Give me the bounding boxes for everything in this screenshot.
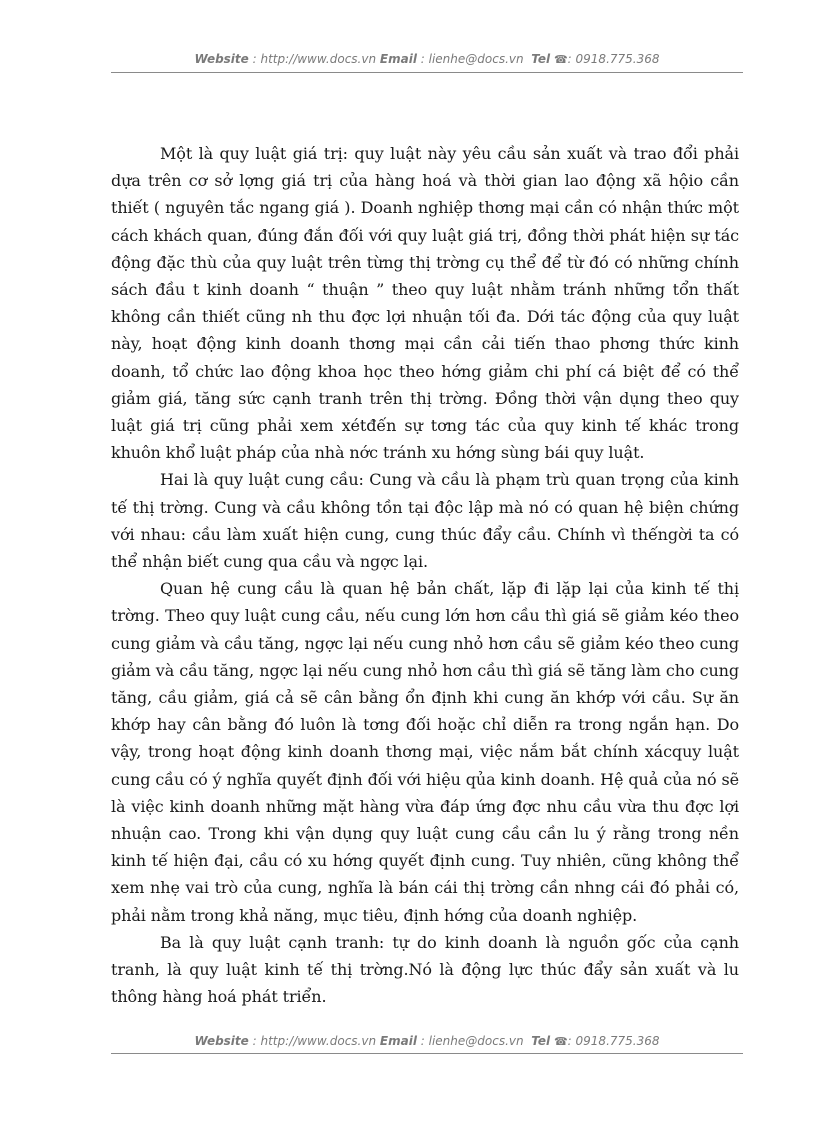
footer-tel-value: : 0918.775.368 xyxy=(567,1034,660,1048)
page-footer xyxy=(111,1034,743,1048)
phone-icon: ☎ xyxy=(553,1035,568,1048)
header-email-link[interactable]: : lienhe@docs.vn xyxy=(420,52,524,66)
paragraph-quy-luat-canh-tranh: Ba là quy luật cạnh tranh: tự do kinh doanh là nguồn gốc của cạnh tranh, là quy luật kinh tế thị trờng.Nó là động lực thúc đẩy sản xuất và lu thông hàng hoá phát triển. xyxy=(111,932,739,1007)
page-header xyxy=(111,52,743,66)
footer-tel-label: Tel xyxy=(531,1034,551,1048)
header-email-label: Email xyxy=(379,52,417,66)
header-website-link[interactable]: : http://www.docs.vn xyxy=(252,52,377,66)
document-body xyxy=(111,140,739,1011)
paragraph-quy-luat-cung-cau: Hai là quy luật cung cầu: Cung và cầu là phạm trù quan trọng của kinh tế thị trờng. Cung và cầu không tồn tại độc lập mà nó có quan hệ biện chứng với nhau: cầu làm xuất hiện cung, cung thúc đẩy cầu. Chính vì thếngời ta có thể nhận biết cung qua cầu và ngợc lại. xyxy=(111,470,739,572)
header-divider xyxy=(111,72,743,73)
phone-icon: ☎ xyxy=(553,53,568,66)
paragraph-quy-luat-gia-tri: Một là quy luật giá trị: quy luật này yêu cầu sản xuất và trao đổi phải dựa trên cơ sở lợng giá trị của hàng hoá và thời gian lao động xã hộio cần thiết ( nguyên tắc ngang giá ). Doanh nghiệp thơng mại cần có nhận thức một cách khách quan, đúng đắn đối với quy luật giá trị, đồng thời phát hiện sự tác động đặc thù của quy luật trên từng thị trờng cụ thể để từ đó có những chính sách đầu t kinh doanh “ thuận ” theo quy luật nhằm tránh những tổn thất không cần thiết cũng nh thu đợc lợi nhuận tối đa. Dới tác động của quy luật này, hoạt động kinh doanh thơng mại cần cải tiến thao phơng thức kinh doanh, tổ chức lao động khoa học theo hớng giảm chi phí cá biệt để có thể giảm giá, tăng sức cạnh tranh trên thị trờng. Đồng thời vận dụng theo quy luật giá trị cũng phải xem xétđến sự tơng tác của quy kinh tế khác trong khuôn khổ luật pháp của nhà nớc tránh xu hớng sùng bái quy luật. xyxy=(111,144,739,463)
footer-email-link[interactable]: : lienhe@docs.vn xyxy=(420,1034,524,1048)
header-tel-value: : 0918.775.368 xyxy=(567,52,660,66)
footer-website-label: Website xyxy=(194,1034,249,1048)
header-website-label: Website xyxy=(194,52,249,66)
header-tel-label: Tel xyxy=(531,52,551,66)
footer-website-link[interactable]: : http://www.docs.vn xyxy=(252,1034,377,1048)
paragraph-quan-he-cung-cau: Quan hệ cung cầu là quan hệ bản chất, lặp đi lặp lại của kinh tế thị trờng. Theo quy luật cung cầu, nếu cung lớn hơn cầu thì giá sẽ giảm kéo theo cung giảm và cầu tăng, ngợc lại nếu cung nhỏ hơn cầu sẽ giảm kéo theo cung giảm và cầu tăng, ngợc lại nếu cung nhỏ hơn cầu thì giá sẽ tăng làm cho cung tăng, cầu giảm, giá cả sẽ cân bằng ổn định khi cung ăn khớp với cầu. Sự ăn khớp hay cân bằng đó luôn là tơng đối hoặc chỉ diễn ra trong ngắn hạn. Do vậy, trong hoạt động kinh doanh thơng mại, việc nắm bắt chính xácquy luật cung cầu có ý nghĩa quyết định đối với hiệu qủa kinh doanh. Hệ quả của nó sẽ là việc kinh doanh những mặt hàng vừa đáp ứng đợc nhu cầu vừa thu đợc lợi nhuận cao. Trong khi vận dụng quy luật cung cầu cần lu ý rằng trong nền kinh tế hiện đại, cầu có xu hớng quyết định cung. Tuy nhiên, cũng không thể xem nhẹ vai trò của cung, nghĩa là bán cái thị trờng cần nhng cái đó phải có, phải nằm trong khả năng, mục tiêu, định hớng của doanh nghiệp. xyxy=(111,579,739,925)
footer-email-label: Email xyxy=(379,1034,417,1048)
footer-divider xyxy=(111,1053,743,1054)
